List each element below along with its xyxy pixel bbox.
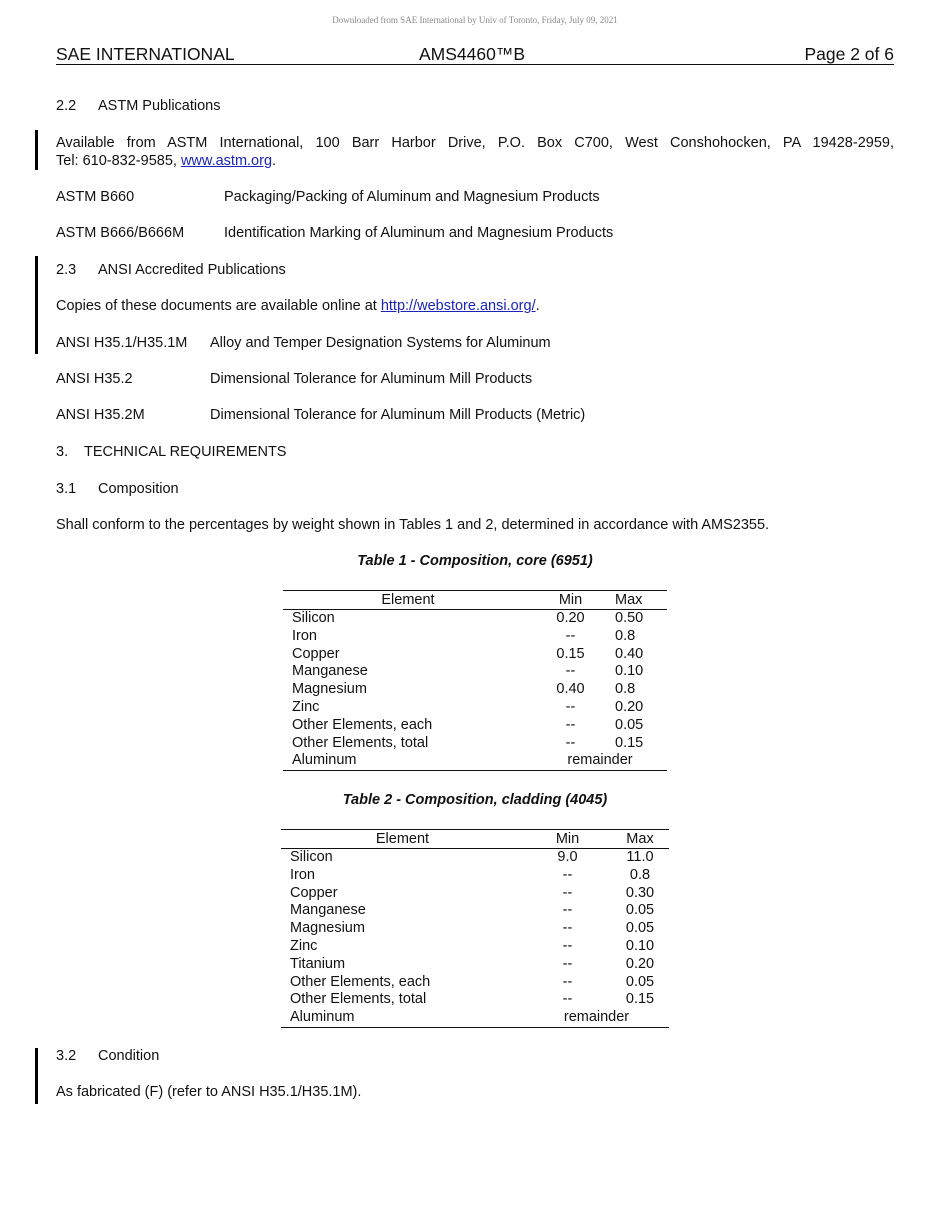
table-1-caption: Table 1 - Composition, core (6951) bbox=[357, 553, 593, 569]
column-header-min: Min bbox=[524, 830, 611, 849]
element-cell: Silicon bbox=[290, 849, 333, 865]
max-cell: 0.50 bbox=[615, 610, 644, 626]
min-cell: -- bbox=[562, 902, 573, 919]
section-title: TECHNICAL REQUIREMENTS bbox=[84, 444, 287, 460]
paragraph-text: . bbox=[535, 298, 540, 314]
element-cell: Copper bbox=[290, 884, 338, 901]
reference-ansi-h35-1 bbox=[56, 335, 856, 353]
table-row bbox=[281, 974, 669, 992]
change-bar bbox=[35, 1048, 38, 1104]
min-cell: -- bbox=[562, 973, 573, 990]
table-row bbox=[281, 902, 669, 920]
min-cell: -- bbox=[562, 920, 573, 937]
table-row bbox=[281, 938, 669, 956]
condition-paragraph: As fabricated (F) (refer to ANSI H35.1/H35.1M). bbox=[56, 1084, 362, 1100]
reference-code: ANSI H35.2M bbox=[56, 407, 145, 423]
reference-code: ANSI H35.2 bbox=[56, 371, 133, 387]
section-number: 2.2 bbox=[56, 98, 77, 114]
element-cell: Zinc bbox=[290, 937, 318, 954]
reference-ansi-h35-2 bbox=[56, 371, 856, 389]
section-title: ASTM Publications bbox=[98, 98, 221, 114]
table-row bbox=[281, 991, 669, 1009]
min-cell: -- bbox=[562, 991, 573, 1008]
paragraph-text: . bbox=[272, 153, 277, 169]
table-row bbox=[281, 920, 669, 938]
max-cell: 0.05 bbox=[625, 920, 655, 937]
table-row bbox=[283, 735, 667, 753]
element-cell: Magnesium bbox=[290, 920, 365, 937]
reference-title: Packaging/Packing of Aluminum and Magnesium Products bbox=[224, 189, 600, 205]
section-heading-2-2 bbox=[56, 98, 221, 114]
max-cell: 0.15 bbox=[615, 734, 644, 751]
table-row bbox=[283, 681, 667, 699]
table-row bbox=[281, 849, 669, 867]
section-heading-3-2 bbox=[56, 1048, 159, 1064]
section-number: 2.3 bbox=[56, 262, 77, 278]
reference-astm-b660 bbox=[56, 189, 856, 207]
element-cell: Other Elements, total bbox=[292, 734, 429, 751]
table-row bbox=[281, 1009, 669, 1027]
element-cell: Aluminum bbox=[281, 1009, 524, 1027]
section-number: 3.1 bbox=[56, 481, 77, 497]
reference-title: Dimensional Tolerance for Aluminum Mill Products (Metric) bbox=[210, 407, 586, 423]
change-bar bbox=[35, 130, 38, 170]
reference-title: Dimensional Tolerance for Aluminum Mill Products bbox=[210, 371, 533, 387]
column-header-max: Max bbox=[608, 591, 667, 610]
min-cell: -- bbox=[562, 884, 573, 901]
reference-ansi-h35-2m bbox=[56, 407, 856, 425]
table-body bbox=[281, 849, 669, 1028]
page-header bbox=[56, 44, 894, 65]
min-cell: -- bbox=[565, 698, 576, 715]
section-title: ANSI Accredited Publications bbox=[98, 262, 286, 278]
table-row bbox=[283, 717, 667, 735]
element-cell: Magnesium bbox=[292, 681, 367, 698]
section-title: Composition bbox=[98, 481, 179, 497]
min-cell: -- bbox=[562, 866, 573, 883]
min-cell: -- bbox=[562, 955, 573, 972]
column-header-min: Min bbox=[533, 591, 608, 610]
table-row bbox=[283, 699, 667, 717]
element-cell: Aluminum bbox=[283, 752, 533, 770]
table-row bbox=[283, 610, 667, 628]
min-cell: 0.40 bbox=[556, 681, 585, 698]
table-row bbox=[281, 885, 669, 903]
element-cell: Titanium bbox=[290, 955, 346, 972]
table-body bbox=[283, 610, 667, 771]
section-number: 3. bbox=[56, 444, 69, 460]
table-2-composition-cladding bbox=[281, 829, 669, 1028]
reference-code: ANSI H35.1/H35.1M bbox=[56, 335, 188, 351]
min-cell: -- bbox=[565, 663, 576, 680]
min-cell: -- bbox=[562, 937, 573, 954]
max-cell: 11.0 bbox=[626, 849, 654, 865]
paragraph-line: Available from ASTM International, 100 Barr Harbor Drive, P.O. Box C700, West Conshohocken, PA 19428-2959, bbox=[56, 135, 894, 151]
element-cell: Manganese bbox=[290, 902, 366, 919]
max-cell: 0.05 bbox=[625, 902, 655, 919]
table-1-composition-core bbox=[283, 590, 667, 771]
table-row bbox=[283, 663, 667, 681]
ansi-webstore-link[interactable]: http://webstore.ansi.org/ bbox=[380, 298, 536, 314]
max-cell: 0.05 bbox=[615, 716, 644, 733]
min-cell: 0.20 bbox=[556, 610, 585, 626]
table-row bbox=[283, 628, 667, 646]
reference-code: ASTM B660 bbox=[56, 189, 135, 205]
section-number: 3.2 bbox=[56, 1048, 77, 1064]
composition-paragraph: Shall conform to the percentages by weight shown in Tables 1 and 2, determined in accordance with AMS2355. bbox=[56, 517, 770, 533]
table-row bbox=[283, 646, 667, 664]
table-2-caption: Table 2 - Composition, cladding (4045) bbox=[342, 792, 608, 808]
element-cell: Other Elements, each bbox=[290, 973, 431, 990]
element-cell: Copper bbox=[292, 645, 340, 662]
max-cell: 0.20 bbox=[615, 698, 644, 715]
paragraph-line bbox=[56, 153, 276, 169]
change-bar bbox=[35, 256, 38, 354]
header-page-number: Page 2 of 6 bbox=[804, 44, 894, 64]
section-heading-3 bbox=[56, 444, 286, 460]
column-header-element: Element bbox=[281, 830, 524, 849]
min-cell: 0.15 bbox=[556, 645, 585, 662]
table-row bbox=[283, 752, 667, 770]
table-header-row bbox=[281, 830, 669, 849]
reference-code: ASTM B666/B666M bbox=[56, 225, 185, 241]
reference-title: Alloy and Temper Designation Systems for Aluminum bbox=[210, 335, 551, 351]
max-cell: 0.05 bbox=[625, 973, 655, 990]
max-cell: 0.10 bbox=[625, 937, 655, 954]
max-cell: 0.10 bbox=[615, 663, 644, 680]
min-cell: -- bbox=[565, 734, 576, 751]
table-header-row bbox=[283, 591, 667, 610]
min-cell: 9.0 bbox=[557, 849, 578, 865]
element-cell: Other Elements, total bbox=[290, 991, 427, 1008]
max-cell: 0.30 bbox=[625, 884, 655, 901]
section-heading-2-3 bbox=[56, 262, 286, 278]
element-cell: Iron bbox=[290, 866, 315, 883]
header-document-number: AMS4460™B bbox=[419, 44, 526, 64]
max-cell: 0.20 bbox=[625, 955, 655, 972]
astm-website-link[interactable]: www.astm.org bbox=[180, 153, 273, 169]
min-cell: -- bbox=[565, 716, 576, 733]
element-cell: Other Elements, each bbox=[292, 716, 433, 733]
table-row bbox=[281, 867, 669, 885]
remainder-cell: remainder bbox=[533, 752, 667, 770]
min-cell: -- bbox=[565, 627, 576, 644]
download-note: Downloaded from SAE International by Univ of Toronto, Friday, July 09, 2021 bbox=[332, 15, 618, 25]
remainder-cell: remainder bbox=[524, 1009, 669, 1027]
element-cell: Manganese bbox=[292, 663, 368, 680]
ansi-copies-paragraph bbox=[56, 298, 540, 314]
column-header-max: Max bbox=[611, 830, 669, 849]
table-row bbox=[281, 956, 669, 974]
reference-astm-b666 bbox=[56, 225, 856, 243]
reference-title: Identification Marking of Aluminum and Magnesium Products bbox=[224, 225, 614, 241]
paragraph-text: Copies of these documents are available online at bbox=[56, 298, 381, 314]
max-cell: 0.15 bbox=[625, 991, 655, 1008]
column-header-element: Element bbox=[283, 591, 533, 610]
element-cell: Zinc bbox=[292, 698, 320, 715]
max-cell: 0.8 bbox=[615, 627, 636, 644]
header-publisher: SAE INTERNATIONAL bbox=[56, 44, 235, 64]
element-cell: Silicon bbox=[292, 610, 335, 626]
max-cell: 0.8 bbox=[629, 866, 651, 883]
max-cell: 0.8 bbox=[615, 681, 636, 698]
astm-availability-paragraph bbox=[56, 134, 894, 170]
section-title: Condition bbox=[98, 1048, 160, 1064]
paragraph-text: Tel: 610-832-9585, bbox=[56, 153, 181, 169]
max-cell: 0.40 bbox=[615, 645, 644, 662]
section-heading-3-1 bbox=[56, 481, 179, 497]
element-cell: Iron bbox=[292, 627, 317, 644]
